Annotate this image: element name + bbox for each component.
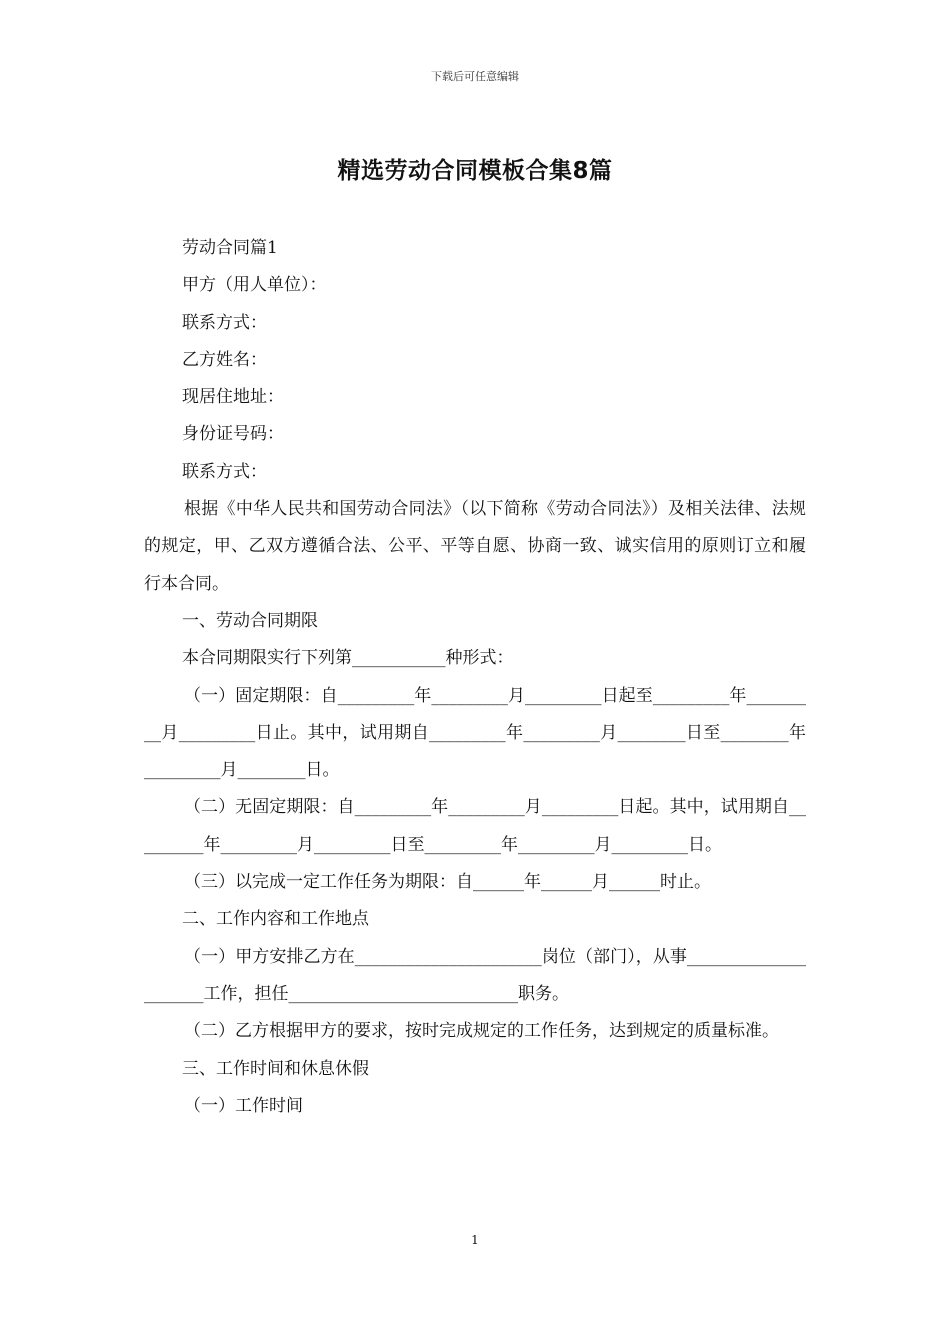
paragraph-preamble: 根据《中华人民共和国劳动合同法》（以下简称《劳动合同法》）及相关法律、法规的规定，甲、乙双方遵循合法、公平、平等自愿、协商一致、诚实信用的原则订立和履行本合同。 [144, 499, 806, 594]
paragraph-address: 现居住地址： [182, 387, 284, 408]
paragraph-id-number: 身份证号码： [182, 424, 284, 445]
paragraph-work-assignment: （一）甲方安排乙方在______________________岗位（部门），从事_____________________工作，担任___________________________职务。 [144, 946, 806, 1004]
paragraph-work-heading: 二、工作内容和工作地点 [182, 909, 369, 930]
header-note: 下载后可任意编辑 [431, 70, 519, 83]
document-title: 精选劳动合同模板合集8篇 [337, 158, 613, 184]
page-number: 1 [471, 1233, 479, 1247]
paragraph-section-heading: 劳动合同篇1 [182, 238, 278, 258]
paragraph-term-heading: 一、劳动合同期限 [182, 610, 318, 631]
document-body [144, 230, 806, 1125]
paragraph-contact-a: 联系方式： [182, 312, 267, 333]
paragraph-open-term: （二）无固定期限：自_________年_________月_________日起。其中，试用期自_________年_________月_________日至_________年_________月_________日。 [144, 797, 806, 855]
paragraph-task-term: （三）以完成一定工作任务为期限：自______年______月______时止。 [184, 872, 711, 893]
paragraph-fixed-term: （一）固定期限：自_________年_________月_________日起至_________年_________月_________日止。其中，试用期自_________年_________月________日至________年_________月________日。 [144, 685, 806, 781]
paragraph-term-form: 本合同期限实行下列第___________种形式： [182, 648, 514, 669]
paragraph-work-standard: （二）乙方根据甲方的要求，按时完成规定的工作任务，达到规定的质量标准。 [184, 1021, 779, 1042]
paragraph-working-hours: （一）工作时间 [184, 1095, 303, 1116]
paragraph-party-b-name: 乙方姓名： [182, 349, 267, 370]
paragraph-party-a: 甲方（用人单位）： [182, 275, 327, 296]
paragraph-hours-heading: 三、工作时间和休息休假 [182, 1058, 369, 1079]
paragraph-contact-b: 联系方式： [182, 461, 267, 482]
